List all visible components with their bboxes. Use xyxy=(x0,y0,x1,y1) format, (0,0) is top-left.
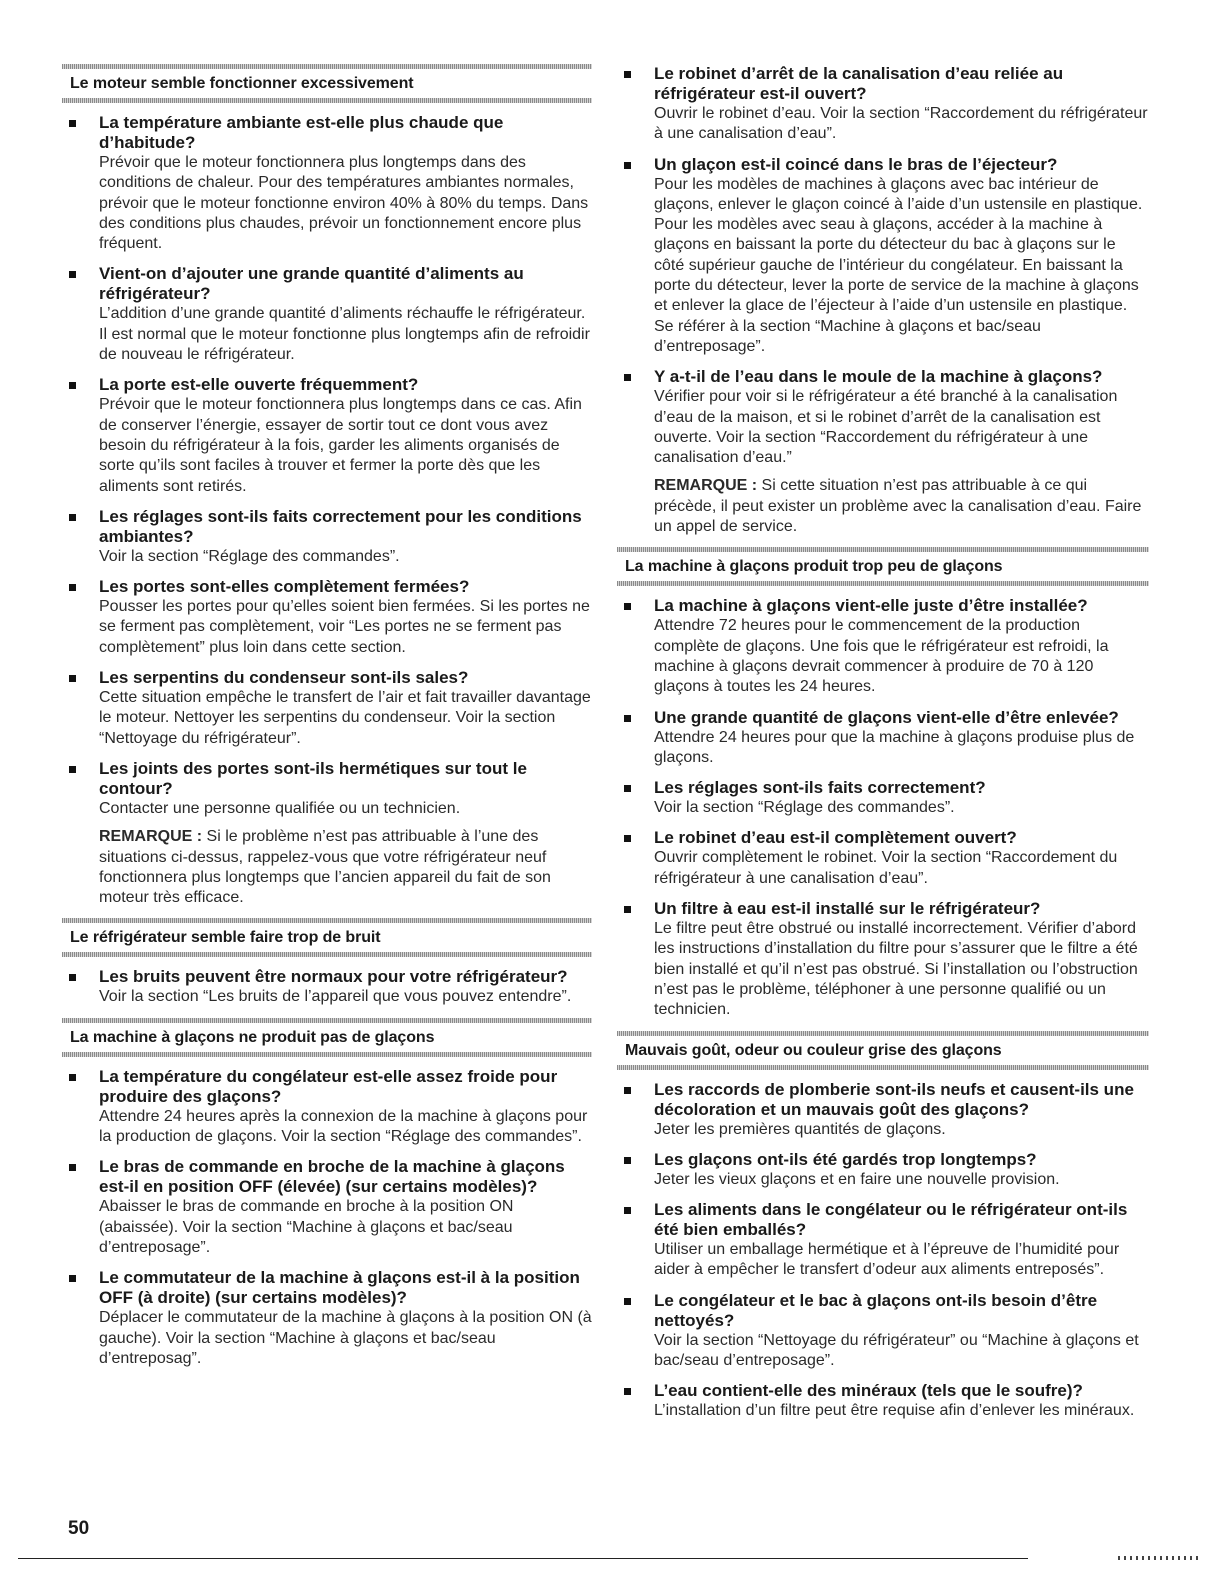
note-label: REMARQUE : xyxy=(654,477,758,495)
bullet-icon xyxy=(69,382,76,389)
section-no-ice xyxy=(62,1018,592,1369)
bullet-icon xyxy=(624,603,631,610)
question: L’eau contient-elle des minéraux (tels que le soufre)? xyxy=(654,1381,1083,1401)
bullet-icon xyxy=(624,374,631,381)
bullet-icon xyxy=(624,785,631,792)
question: Une grande quantité de glaçons vient-elle d’être enlevée? xyxy=(654,707,1119,727)
answer: Ouvrir complètement le robinet. Voir la section “Raccordement du réfrigérateur à une canalisation d’eau”. xyxy=(654,849,1118,887)
question: Le robinet d’eau est-il complètement ouvert? xyxy=(654,828,1017,848)
note xyxy=(617,476,1149,537)
bullet-icon xyxy=(69,1164,76,1171)
bullet-icon xyxy=(69,1074,76,1081)
answer: Attendre 24 heures après la connexion de la machine à glaçons pour la production de glaçons. Voir la section “Réglage des commandes”. xyxy=(99,1107,588,1146)
footer-dots xyxy=(1118,1556,1198,1560)
section-header xyxy=(62,918,592,957)
question: Le bras de commande en broche de la machine à glaçons est-il en position OFF (élevée) (sur certains modèles)? xyxy=(99,1157,565,1197)
bullet-icon xyxy=(624,835,631,842)
answer: Vérifier pour voir si le réfrigérateur a été branché à la canalisation d’eau de la maison, et si le robinet d’arrêt de la canalisation est ouverte. Voir la section “Raccordement du réfrigérateur à une canalisation d’eau.” xyxy=(654,388,1118,467)
bullet-icon xyxy=(624,71,631,78)
section-no-ice-continued xyxy=(617,64,1149,537)
list-item xyxy=(617,1381,1149,1421)
answer: Pour les modèles de machines à glaçons avec bac intérieur de glaçons, enlever le glaçon coincé à l’aide d’un ustensile en plastique. Pour les modèles avec seau à glaçons, accéder à la machine à glaçons en baissant la porte du détecteur du bac à glaçons sur le côté supérieur gauche de l’intérieur du congélateur. En baissant la porte du détecteur, lever la porte de service de la machine à glaçons et enlever la glace de l’éjecteur à l’aide d’un ustensile en plastique. Se référer à la section “Machine à glaçons et bac/seau d’entreposage”. xyxy=(654,175,1143,355)
page-number: 50 xyxy=(68,1518,90,1539)
bullet-icon xyxy=(69,514,76,521)
question: La machine à glaçons vient-elle juste d’être installée? xyxy=(654,596,1088,616)
bullet-icon xyxy=(624,1207,631,1214)
answer: Jeter les premières quantités de glaçons. xyxy=(654,1120,946,1138)
list-item xyxy=(617,367,1149,468)
bullet-icon xyxy=(69,271,76,278)
question: Vient-on d’ajouter une grande quantité d’aliments au réfrigérateur? xyxy=(99,264,524,304)
answer: Prévoir que le moteur fonctionnera plus longtemps dans des conditions de chaleur. Pour des températures ambiantes normales, prévoir que le moteur fonctionne environ 40% à 80% du temps. Dans des conditions plus chaudes, prévoir un fonctionnement encore plus fréquent. xyxy=(99,154,589,253)
section-header xyxy=(62,64,592,103)
list-item xyxy=(62,264,592,365)
answer: Voir la section “Les bruits de l’appareil que vous pouvez entendre”. xyxy=(99,988,572,1006)
question: La température ambiante est-elle plus chaude que d’habitude? xyxy=(99,113,504,152)
question: Les portes sont-elles complètement fermées? xyxy=(99,577,470,597)
answer: Voir la section “Nettoyage du réfrigérateur” ou “Machine à glaçons et bac/seau d’entreposage”. xyxy=(654,1331,1139,1369)
list-item xyxy=(62,967,592,1007)
question: La porte est-elle ouverte fréquemment? xyxy=(99,375,419,395)
list-item xyxy=(62,1268,592,1369)
list-item xyxy=(62,375,592,496)
list-item xyxy=(617,1150,1149,1190)
list-item xyxy=(617,778,1149,818)
bullet-icon xyxy=(624,162,631,169)
left-column xyxy=(62,64,592,1379)
bullet-icon xyxy=(69,1275,76,1282)
answer: Abaisser le bras de commande en broche à la position ON (abaissée). Voir la section “Machine à glaçons et bac/seau d’entreposage”. xyxy=(99,1198,514,1256)
bullet-icon xyxy=(624,1388,631,1395)
list-item xyxy=(62,113,592,254)
section-header xyxy=(617,1031,1149,1070)
question: Les glaçons ont-ils été gardés trop longtemps? xyxy=(654,1149,1037,1169)
note-text: Si cette situation n’est pas attribuable à ce qui précède, il peut exister un problème avec la canalisation d’eau. Faire un appel de service. xyxy=(654,477,1142,536)
list-item xyxy=(617,828,1149,889)
bullet-icon xyxy=(69,120,76,127)
bullet-icon xyxy=(624,1157,631,1164)
footer-rule xyxy=(18,1558,1028,1559)
bullet-icon xyxy=(624,715,631,722)
list-item xyxy=(617,1200,1149,1281)
bullet-icon xyxy=(624,1087,631,1094)
answer: Déplacer le commutateur de la machine à glaçons à la position ON (à gauche). Voir la section “Machine à glaçons et bac/seau d’entreposag”. xyxy=(99,1309,592,1367)
question: Les joints des portes sont-ils hermétiques sur tout le contour? xyxy=(99,758,527,798)
section-title: Le réfrigérateur semble faire trop de bruit xyxy=(70,929,381,947)
answer: Prévoir que le moteur fonctionnera plus longtemps dans ce cas. Afin de conserver l’énergie, essayer de sortir tout ce dont vous avez besoin du réfrigérateur à la fois, garder les aliments organisés de sorte qu’ils sont faciles à trouver et fermer la porte dès que les aliments sont retirés. xyxy=(99,396,582,495)
answer: Pousser les portes pour qu’elles soient bien fermées. Si les portes ne se ferment pas complètement, voir “Les portes ne se ferment pas complètement” plus loin dans cette section. xyxy=(99,598,590,656)
section-header xyxy=(617,547,1149,586)
answer: L’installation d’un filtre peut être requise afin d’enlever les minéraux. xyxy=(654,1402,1135,1420)
question: Les bruits peuvent être normaux pour votre réfrigérateur? xyxy=(99,967,568,987)
question: Les réglages sont-ils faits correctement? xyxy=(654,778,986,798)
answer: Contacter une personne qualifiée ou un technicien. xyxy=(99,799,461,817)
question: Le congélateur et le bac à glaçons ont-ils besoin d’être nettoyés? xyxy=(654,1290,1098,1330)
question: Le commutateur de la machine à glaçons est-il à la position OFF (à droite) (sur certains modèles)? xyxy=(99,1268,580,1308)
question: La température du congélateur est-elle assez froide pour produire des glaçons? xyxy=(99,1066,558,1106)
note-text: Si le problème n’est pas attribuable à l’une des situations ci-dessus, rappelez-vous que votre réfrigérateur neuf fonctionnera plus longtemps que l’ancien appareil du fait de son moteur très efficace. xyxy=(99,828,551,907)
list-item xyxy=(62,1067,592,1148)
question: Les raccords de plomberie sont-ils neufs et causent-ils une décoloration et un mauvais goût des glaçons? xyxy=(654,1079,1134,1119)
list-item xyxy=(62,759,592,819)
note-label: REMARQUE : xyxy=(99,828,203,846)
section-title: La machine à glaçons ne produit pas de glaçons xyxy=(70,1028,435,1046)
answer: Le filtre peut être obstrué ou installé incorrectement. Vérifier d’abord les instructions d’installation du filtre pour s’assurer que le filtre a été bien installé et qu’il n’est pas obstrué. Si l’installation ou l’obstruction n’est pas le problème, téléphoner à une personne qualifié ou un technicien. xyxy=(654,920,1138,1019)
bullet-icon xyxy=(69,584,76,591)
answer: Ouvrir le robinet d’eau. Voir la section “Raccordement du réfrigérateur à une canalisation d’eau”. xyxy=(654,105,1148,143)
bullet-icon xyxy=(69,974,76,981)
answer: Voir la section “Réglage des commandes”. xyxy=(654,799,955,817)
question: Les serpentins du condenseur sont-ils sales? xyxy=(99,668,469,688)
question: Le robinet d’arrêt de la canalisation d’eau reliée au réfrigérateur est-il ouvert? xyxy=(654,64,1064,103)
answer: Cette situation empêche le transfert de l’air et fait travailler davantage le moteur. Nettoyer les serpentins du condenseur. Voir la section “Nettoyage du réfrigérateur”. xyxy=(99,689,591,747)
question: Les aliments dans le congélateur ou le réfrigérateur ont-ils été bien emballés? xyxy=(654,1200,1128,1240)
section-title: Le moteur semble fonctionner excessivement xyxy=(70,75,414,92)
list-item xyxy=(62,507,592,567)
right-column xyxy=(617,64,1149,1432)
list-item xyxy=(62,577,592,658)
section-motor-excessive xyxy=(62,64,592,908)
answer: Jeter les vieux glaçons et en faire une nouvelle provision. xyxy=(654,1170,1060,1188)
list-item xyxy=(62,1157,592,1258)
list-item xyxy=(617,1291,1149,1372)
bullet-icon xyxy=(624,1298,631,1305)
section-title: Mauvais goût, odeur ou couleur grise des glaçons xyxy=(625,1041,1002,1059)
section-header xyxy=(62,1018,592,1057)
answer: Attendre 24 heures pour que la machine à glaçons produise plus de glaçons. xyxy=(654,728,1135,766)
list-item xyxy=(617,155,1149,358)
section-too-few-ice xyxy=(617,547,1149,1020)
bullet-icon xyxy=(69,766,76,773)
answer: Voir la section “Réglage des commandes”. xyxy=(99,547,400,565)
question: Y a-t-il de l’eau dans le moule de la machine à glaçons? xyxy=(654,367,1103,387)
question: Un filtre à eau est-il installé sur le réfrigérateur? xyxy=(654,899,1041,919)
section-bad-taste xyxy=(617,1031,1149,1422)
list-item xyxy=(617,1080,1149,1140)
note xyxy=(62,827,592,908)
bullet-icon xyxy=(69,675,76,682)
bullet-icon xyxy=(624,906,631,913)
question: Les réglages sont-ils faits correctement pour les conditions ambiantes? xyxy=(99,506,582,546)
list-item xyxy=(617,708,1149,769)
section-noise xyxy=(62,918,592,1007)
list-item xyxy=(617,899,1149,1020)
list-item xyxy=(617,596,1149,697)
question: Un glaçon est-il coincé dans le bras de l’éjecteur? xyxy=(654,154,1058,174)
list-item xyxy=(62,668,592,749)
answer: Utiliser un emballage hermétique et à l’épreuve de l’humidité pour aider à empêcher le transfert d’odeur aux aliments entreposés”. xyxy=(654,1241,1120,1279)
list-item xyxy=(617,64,1149,145)
answer: L’addition d’une grande quantité d’aliments réchauffe le réfrigérateur. Il est normal que le moteur fonctionne plus longtemps afin de refroidir de nouveau le réfrigérateur. xyxy=(99,305,590,364)
section-title: La machine à glaçons produit trop peu de glaçons xyxy=(625,558,1003,576)
answer: Attendre 72 heures pour le commencement de la production complète de glaçons. Une fois que le réfrigérateur est refroidi, la machine à glaçons devrait commencer à produire de 70 à 120 glaçons à toutes les 24 heures. xyxy=(654,617,1109,696)
